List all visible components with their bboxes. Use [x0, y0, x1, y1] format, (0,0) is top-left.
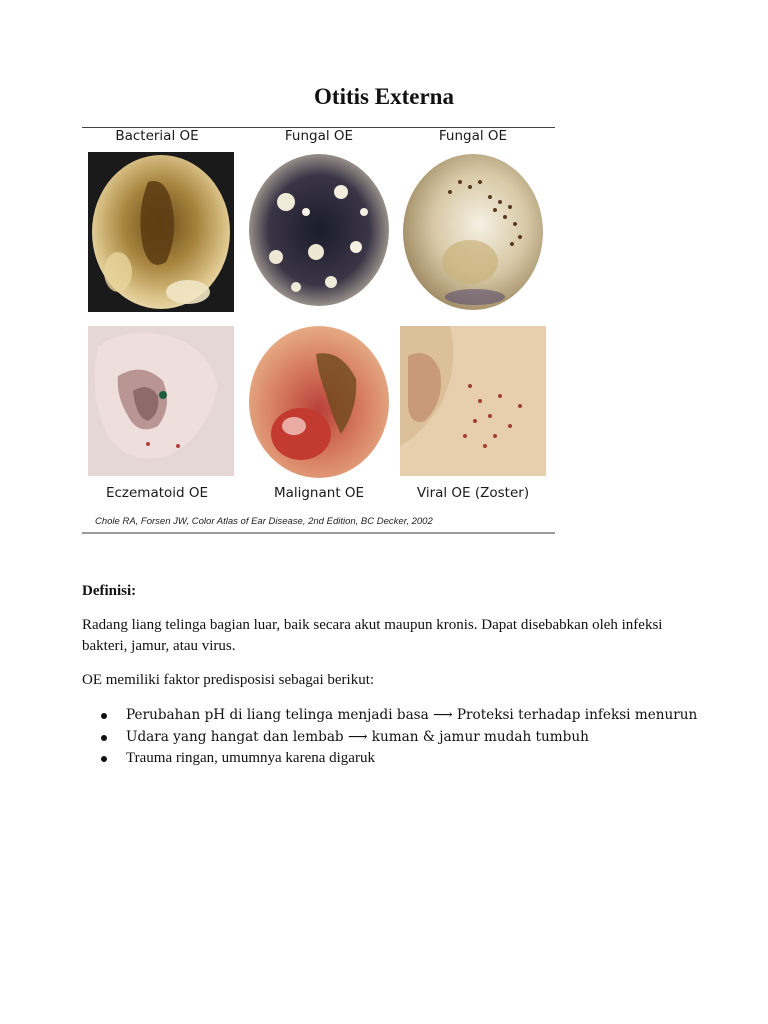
predisposition-list	[82, 705, 697, 770]
panel-label-bacterial-oe: Bacterial OE	[115, 128, 199, 144]
malignant-oe-photo	[246, 324, 392, 484]
list-item-text: Perubahan pH di liang telinga menjadi basa ⟶ Proteksi terhadap infeksi menurun	[126, 707, 698, 723]
fungal-oe-photo	[246, 152, 392, 312]
figure-bottom-rule	[82, 532, 555, 534]
predisposition-intro: OE memiliki faktor predisposisi sebagai berikut:	[82, 672, 375, 688]
bullet-icon	[101, 735, 107, 741]
panel-label-fungal-oe-2: Fungal OE	[438, 128, 508, 144]
fungal-oe-spotted-photo	[400, 152, 546, 312]
eczematoid-oe-photo	[88, 326, 234, 476]
definition-heading: Definisi:	[82, 583, 137, 599]
panel-label-malignant-oe: Malignant OE	[273, 485, 365, 501]
list-item	[82, 705, 697, 727]
figure-citation: Chole RA, Forsen JW, Color Atlas of Ear Disease, 2nd Edition, BC Decker, 2002	[95, 516, 433, 527]
panel-label-viral-oe-zoster: Viral OE (Zoster)	[416, 485, 530, 501]
list-item	[82, 727, 697, 749]
otitis-externa-figure	[82, 126, 555, 536]
panel-label-eczematoid-oe: Eczematoid OE	[105, 485, 209, 501]
viral-oe-zoster-photo	[400, 326, 546, 476]
list-item	[82, 748, 697, 770]
page-title: Otitis Externa	[314, 84, 454, 109]
bullet-icon	[101, 713, 107, 719]
bacterial-oe-photo	[88, 152, 234, 312]
definition-text: Radang liang telinga bagian luar, baik secara akut maupun kronis. Dapat disebabkan oleh infeksi bakteri, jamur, atau virus.	[82, 617, 663, 654]
list-item-text: Trauma ringan, umumnya karena digaruk	[126, 750, 375, 766]
panel-label-fungal-oe: Fungal OE	[284, 128, 354, 144]
list-item-text: Udara yang hangat dan lembab ⟶ kuman & jamur mudah tumbuh	[126, 728, 589, 745]
bullet-icon	[101, 756, 107, 762]
